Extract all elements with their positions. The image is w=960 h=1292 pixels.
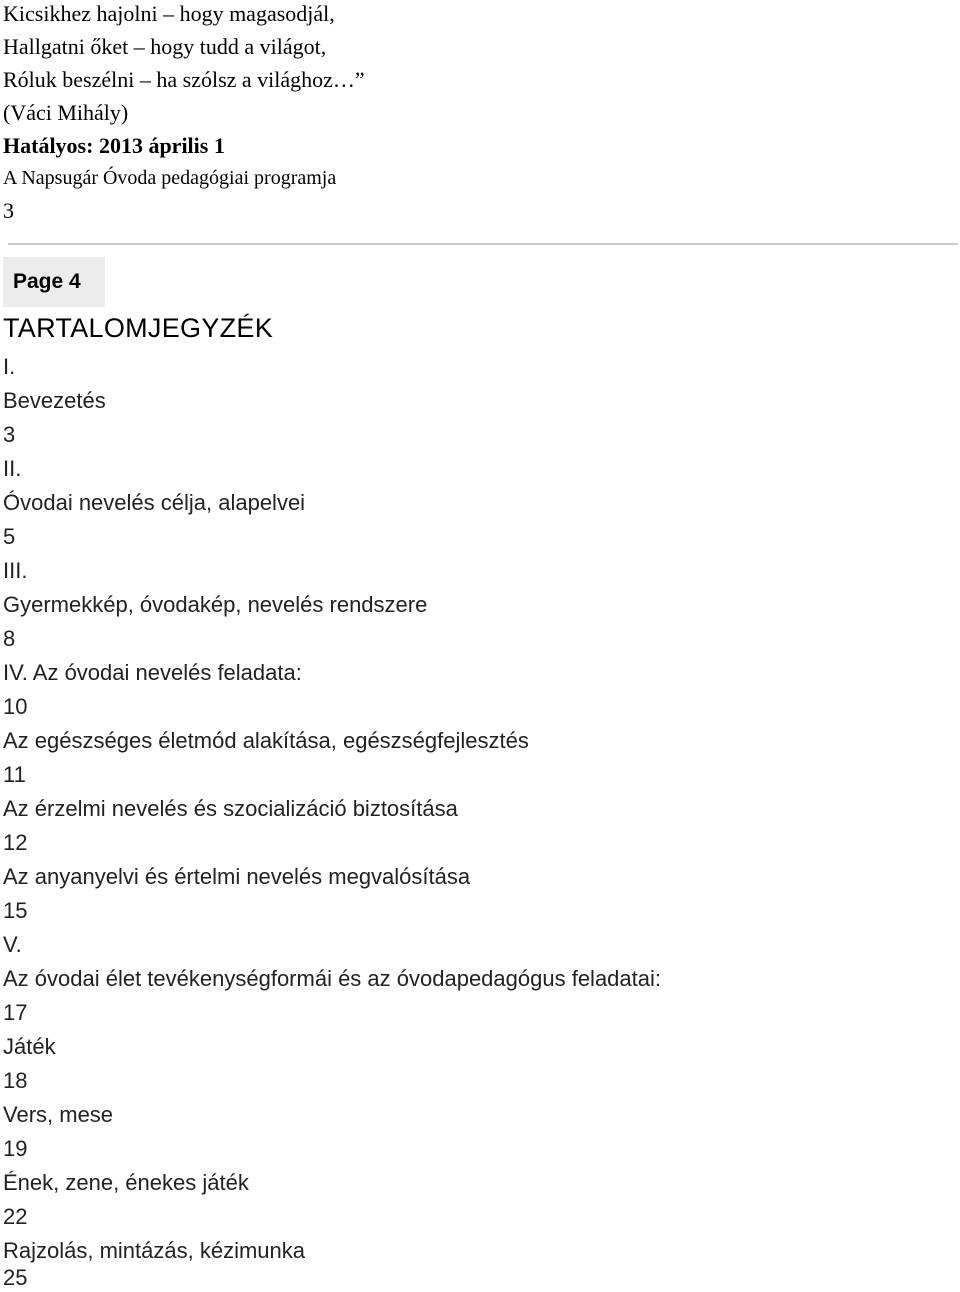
toc-line: Játék bbox=[3, 1034, 56, 1059]
toc-line: 5 bbox=[3, 524, 16, 549]
poem-author: (Váci Mihály) bbox=[3, 100, 129, 125]
toc-line: 15 bbox=[3, 898, 28, 923]
toc-line: V. bbox=[3, 932, 22, 957]
toc-line: Vers, mese bbox=[3, 1102, 114, 1127]
toc-line: 11 bbox=[3, 762, 26, 787]
toc-line: Az anyanyelvi és értelmi nevelés megvalósítása bbox=[3, 864, 471, 889]
page-divider bbox=[8, 243, 958, 245]
poem-line-2: Hallgatni őket – hogy tudd a világot, bbox=[3, 34, 327, 59]
toc-line: 8 bbox=[3, 626, 16, 651]
header-page-number: 3 bbox=[3, 198, 14, 223]
program-title: A Napsugár Óvoda pedagógiai programja bbox=[3, 167, 337, 189]
toc-line: 12 bbox=[3, 830, 28, 855]
toc-line: I. bbox=[3, 354, 16, 379]
toc-line: Az egészséges életmód alakítása, egészségfejlesztés bbox=[3, 728, 529, 753]
toc-line: 17 bbox=[3, 1000, 28, 1025]
toc-line: Óvodai nevelés célja, alapelvei bbox=[3, 490, 306, 515]
toc-line: 22 bbox=[3, 1204, 28, 1229]
poem-line-1: Kicsikhez hajolni – hogy magasodjál, bbox=[3, 1, 335, 26]
toc-line: 18 bbox=[3, 1068, 28, 1093]
toc-title: TARTALOMJEGYZÉK bbox=[3, 313, 274, 343]
page-tab-label: Page 4 bbox=[13, 270, 81, 293]
toc-line: Bevezetés bbox=[3, 388, 106, 413]
toc-line: Ének, zene, énekes játék bbox=[3, 1170, 249, 1195]
toc-line: 3 bbox=[3, 422, 16, 447]
toc-line: II. bbox=[3, 456, 22, 481]
toc-line: III. bbox=[3, 558, 28, 583]
toc-line: 19 bbox=[3, 1136, 28, 1161]
toc-line: 10 bbox=[3, 694, 28, 719]
toc-line: IV. Az óvodai nevelés feladata: bbox=[3, 660, 302, 685]
page-tab bbox=[3, 257, 105, 307]
effective-date: Hatályos: 2013 április 1 bbox=[3, 133, 225, 158]
poem-line-3: Róluk beszélni – ha szólsz a világhoz…” bbox=[3, 67, 365, 92]
toc-line: Rajzolás, mintázás, kézimunka bbox=[3, 1238, 306, 1263]
toc-line: Az óvodai élet tevékenységformái és az óvodapedagógus feladatai: bbox=[3, 966, 661, 991]
toc-line: 25 bbox=[3, 1265, 28, 1290]
toc-line: Gyermekkép, óvodakép, nevelés rendszere bbox=[3, 592, 428, 617]
toc-line: Az érzelmi nevelés és szocializáció biztosítása bbox=[3, 796, 458, 821]
